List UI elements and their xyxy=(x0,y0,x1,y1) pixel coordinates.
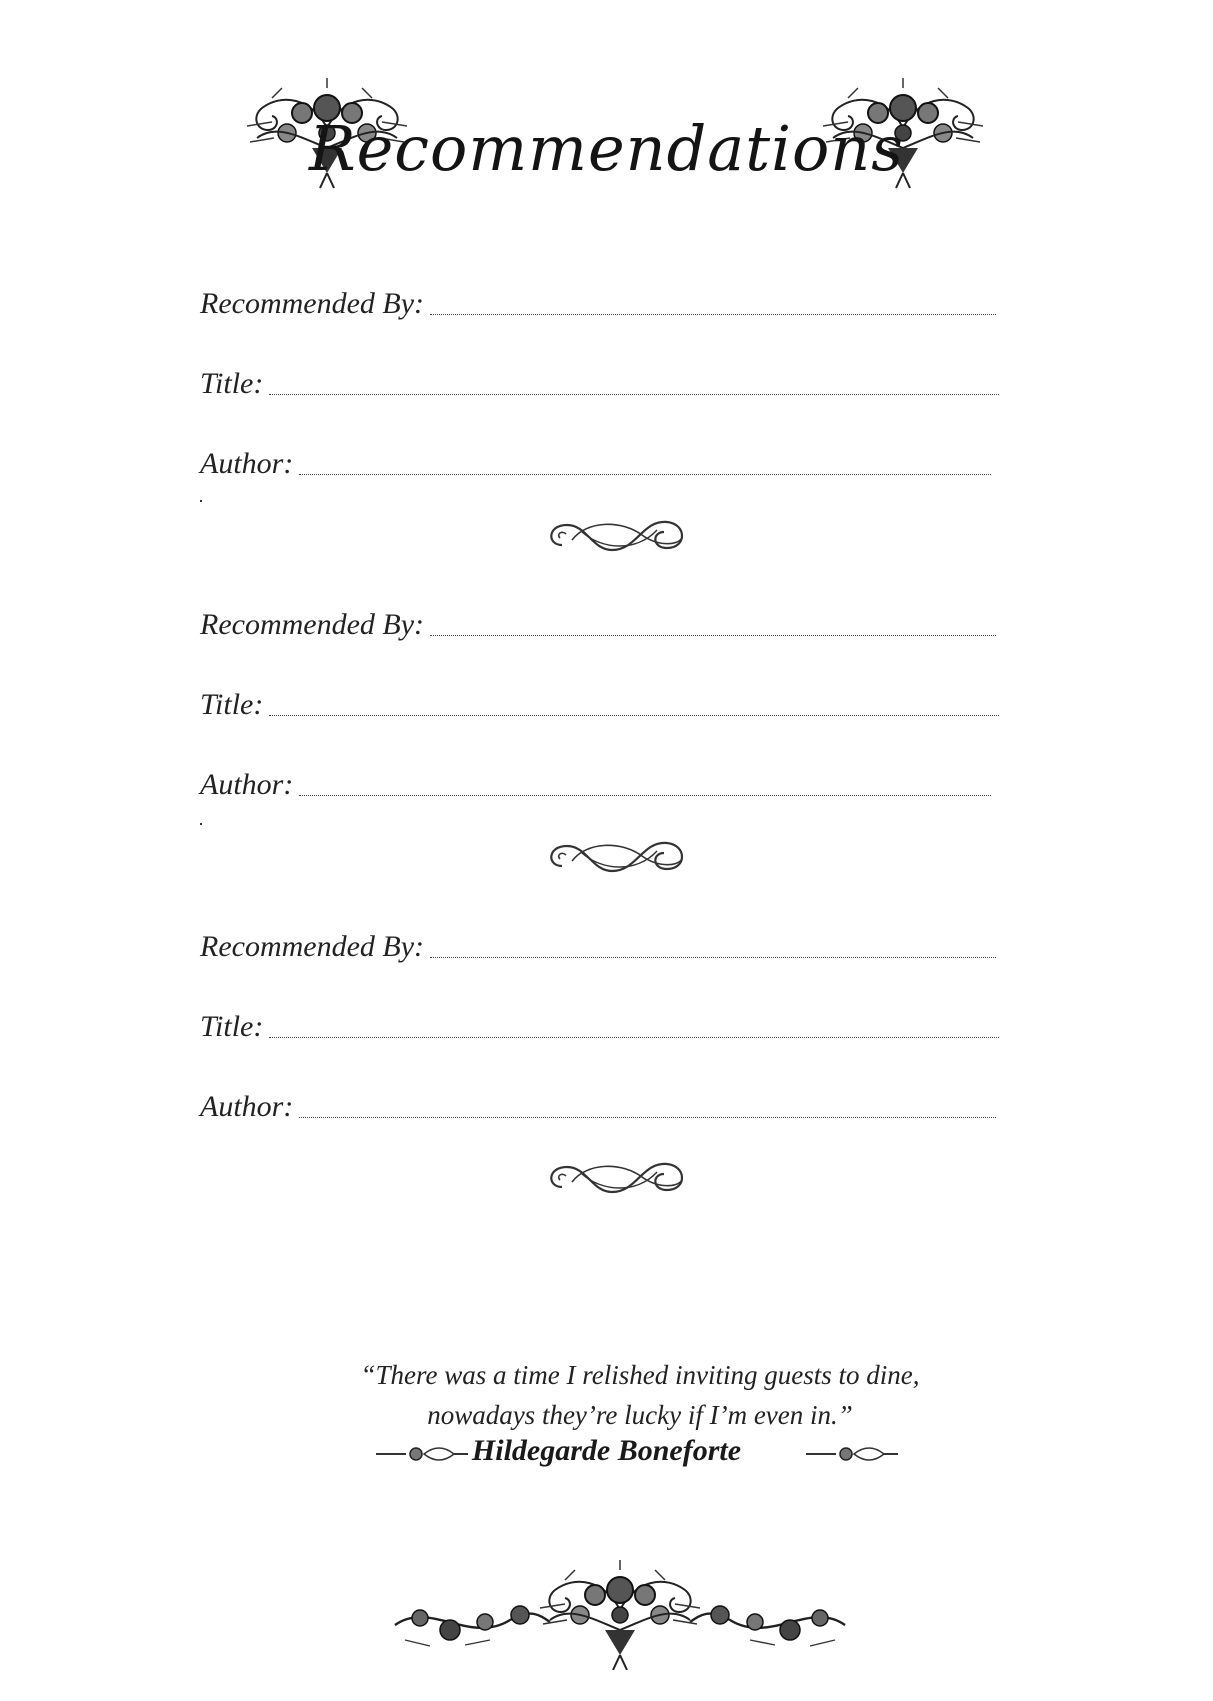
title-label: Title: xyxy=(200,367,264,400)
author-line[interactable] xyxy=(299,794,991,796)
recommended-by-line[interactable] xyxy=(430,313,996,315)
recommended-by-field[interactable] xyxy=(200,930,996,964)
title-label: Title: xyxy=(200,688,264,721)
recommended-by-line[interactable] xyxy=(430,956,996,958)
recommended-by-label: Recommended By: xyxy=(200,608,425,641)
quote-text xyxy=(300,1355,980,1435)
title-field[interactable] xyxy=(200,367,999,401)
author-field[interactable] xyxy=(200,1090,996,1124)
floral-garland-ornament-icon xyxy=(390,1560,850,1670)
quote-author: Hildegarde Boneforte xyxy=(471,1434,742,1467)
author-line[interactable] xyxy=(299,473,991,475)
author-label: Author: xyxy=(200,768,294,801)
title-line[interactable] xyxy=(269,714,999,716)
small-vine-ornament-icon xyxy=(806,1444,902,1464)
recommended-by-label: Recommended By: xyxy=(200,930,425,963)
recommended-by-line[interactable] xyxy=(430,634,996,636)
quote-line-2: nowadays they’re lucky if I’m even in.” xyxy=(427,1400,853,1430)
author-field[interactable] xyxy=(200,768,991,802)
stray-mark xyxy=(200,500,202,502)
recommended-by-label: Recommended By: xyxy=(200,287,425,320)
title-label: Title: xyxy=(200,1010,264,1043)
recommended-by-field[interactable] xyxy=(200,287,996,321)
recommended-by-field[interactable] xyxy=(200,608,996,642)
author-label: Author: xyxy=(200,447,294,480)
title-line[interactable] xyxy=(269,393,999,395)
author-line[interactable] xyxy=(299,1116,996,1118)
stray-mark xyxy=(200,823,202,825)
author-field[interactable] xyxy=(200,447,991,481)
quote-line-1: “There was a time I relished inviting guests to dine, xyxy=(360,1360,920,1390)
title-field[interactable] xyxy=(200,1010,999,1044)
page-title: Recommendations xyxy=(308,112,905,185)
title-field[interactable] xyxy=(200,688,999,722)
author-label: Author: xyxy=(200,1090,294,1123)
title-line[interactable] xyxy=(269,1036,999,1038)
scroll-flourish-divider-icon xyxy=(542,510,692,562)
scroll-flourish-divider-icon xyxy=(542,831,692,883)
scroll-flourish-divider-icon xyxy=(542,1152,692,1204)
